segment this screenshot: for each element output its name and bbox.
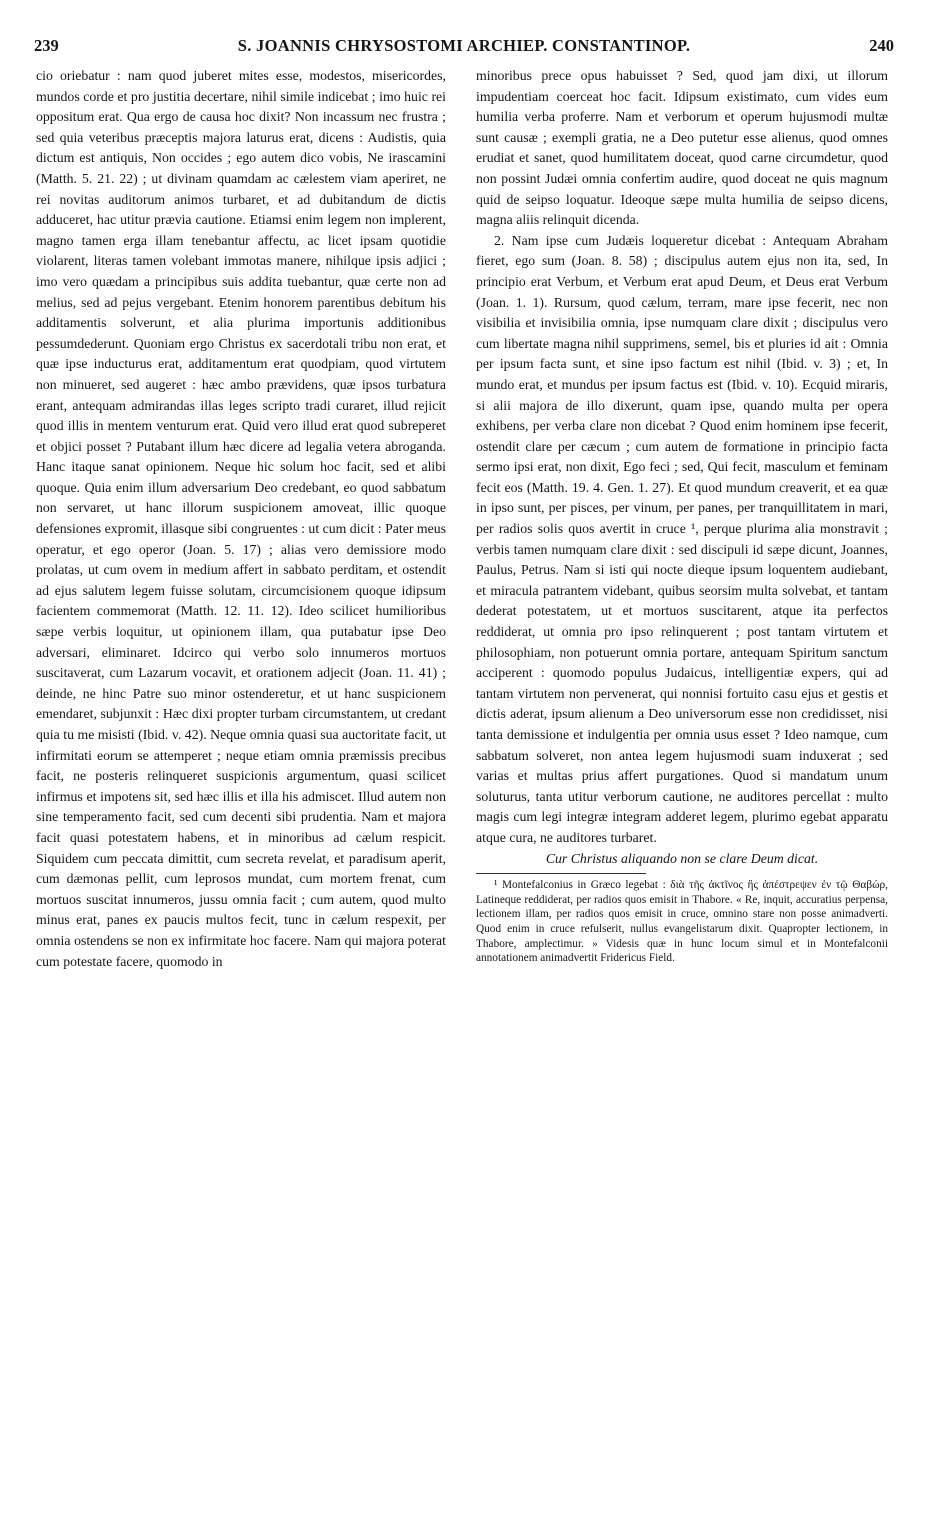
page-number-right: 240 [869, 36, 894, 55]
footnote-divider [476, 873, 646, 874]
left-column-paragraph: cio oriebatur : nam quod juberet mites esse, modestos, misericordes, mundos corde et pro justitia decertare, nihil simile indicebat ; imo huic rei oppositum erat. Qua ergo de causa hoc dixit? Non incassum nec frustra ; sed quia veteribus præceptis majora laturus erat, dicens : Audistis, quia dictum est antiquis, Non occides ; ego autem dico vobis, Ne irascamini (Matth. 5. 21. 22) ; ut divinam quamdam ac cælestem viam aperiret, ne rei novitas auditorum animos turbaret, et ad dubitandum de dictis adduceret, hac utitur prævia cautione. Etiamsi enim legem non implerent, magno tamen erga illam tenebantur affectu, ac licet ipsam quotidie violarent, literas tamen volebant immotas manere, nihilque ipsis adjici ; imo vero quædam a principibus suis addita tuebantur, quæ certe non ad melius, sed ad pejus vergebant. Etenim honorem parentibus debitum his additamentis solverunt, et alia plurima importunis additionibus pessumdederunt. Quoniam ergo Christus ex sacerdotali tribu non erat, et quæ ipse inducturus erat, additamentum erat quodpiam, quod virtutem non minueret, sed augeret : hæc ambo prævidens, quæ ipsos turbatura erant, antequam admirandas illas leges scripto tradi curaret, illud rejicit quod illis in mentem venturum erat. Quid vero illud erat quod subreperet et objici posset ? Putabant illum hæc dicere ad legalia vetera abroganda. Hanc itaque sanat opinionem. Neque hic solum hoc facit, sed et alibi quoque. Quia enim illum adversarium Deo credebant, eo quod sabbatum non servaret, ut hanc illorum suspicionem amoveat, illic quoque defensiones expromit, illasque sibi congruentes : ut cum dicit : Pater meus operatur, et ego operor (Joan. 5. 17) ; alias vero demissiore modo prolatas, ut cum ovem in medium affert in sabbato perditam, et ostendit ad ejus salutem legem fuisse solutam, circumcisionem quoque idipsum facientem commemorat (Matth. 12. 11. 12). Ideo scilicet humilioribus sæpe verbis loquitur, ut opinionem illam, qua putabatur ipse Deo adversari, eliminaret. Idcirco qui verbo solo innumeros mortuos suscitaverat, cum Lazarum vocavit, et orationem adjecit (Joan. 11. 41) ; deinde, ne hinc Patre suo minor ostenderetur, et ut hanc suspicionem emendaret, subjunxit : Hæc dixi propter turbam circumstantem, ut credant quia tu me misisti (Ibid. v. 42). Neque omnia quasi sua auctoritate facit, ut infirmitati eorum se attemperet ; neque etiam omnia præmissis precibus facit, ne posteris relinqueret suspicionis argumentum, quasi scilicet infirmus et impotens sit, sed hæc illis et illa his admiscet. Illud autem non sine temperamento facit, sed cum decenti sibi prudentia. Nam et majora facit quasi potestatem habens, et in minoribus ad cælum respicit. Siquidem cum peccata dimittit, cum secreta revelat, et paradisum aperit, cum dæmonas pellit, cum leprosos mundat, cum mortem frenat, cum mortuos suscitat innumeros, jussu omnia facit ; cum autem, quod multo minus erat, panes ex paucis multos fecit, tunc in cælum respexit, per omnia ostendens se non ex infirmitate hoc facere. Nam qui majora poterat cum potestate facere, quomodo in [36, 68, 446, 969]
right-column-paragraph-1: minoribus prece opus habuisset ? Sed, quod jam dixi, ut illorum impudentiam coerceat hoc facit. Idipsum existimato, cum vides eum humilia verba proferre. Nam et verborum et operum hujusmodi multæ sunt causæ ; exempli gratia, ne a Deo putetur esse alienus, quod omnes erudiat et sanet, quod humilitatem doceat, quod carne circumdetur, quod non possint Judæi omnia confertim audire, quod doceat ne quis magnum quid de seipso loquatur. Ideoque sæpe multa humilia de seipso dicens, magna aliis relinquit dicenda. [476, 68, 888, 228]
page-number-left: 239 [34, 36, 59, 55]
footnote: ¹ Montefalconius in Græco legebat : διὰ τῆς ἀκτῖνος ἣς ἀπέστρεψεν ἐν τῷ Θαβώρ, Latineque reddiderat, per radios quos emisit in Thabore. « Re, inquit, accuratius perpensa, lectionem illam, per radios quos emisit in cruce, omnino stare non posse animadverti. Quod enim in cruce refulserit, nullus evangelistarum dixit. Quapropter lectionem, in Thabore, amplectimur. » Videsis quæ in hunc locum simul et in Montefalconii annotationem animadvertit Fridericus Field. [476, 879, 888, 965]
page-header [34, 36, 894, 60]
left-column [36, 66, 446, 972]
section-heading: Cur Christus aliquando non se clare Deum dicat. [545, 850, 819, 866]
right-column [476, 66, 888, 966]
running-head: S. JOANNIS CHRYSOSTOMI ARCHIEP. CONSTANTINOP. [237, 36, 691, 55]
right-column-paragraph-2: 2. Nam ipse cum Judæis loqueretur dicebat : Antequam Abraham fieret, ego sum (Joan. 8. 58) ; discipulus autem ejus non ita, sed, In principio erat Verbum, et Verbum erat apud Deum, et Deus erat Verbum (Joan. 1. 1). Rursum, quod cælum, terram, mare ipse fecerit, nec non visibilia et invisibilia omnia, ipse numquam clare dixit ; discipulus vero cum libertate magna nihil supprimens, semel, bis et pluries id ait : Omnia per ipsum facta sunt, et sine ipso factum est nihil (Ibid. v. 3) ; et, In mundo erat, et mundus per ipsum factus est (Ibid. v. 10). Ecquid miraris, si alii majora de illo dixerunt, quam ipse, quando multa per opera exhibens, per verba clare non dicebat ? Quod enim hominem ipse fecerit, ostendit clare per cæcum ; cum autem de formatione in principio facta sermo ipsi erat, non dixit, Ego feci ; sed, Qui fecit, masculum et feminam fecit eos (Matth. 19. 4. Gen. 1. 27). Et quod mundum creaverit, et ea quæ in ipso sunt, per pisces, per vinum, per panes, per tranquillitatem in mari, per radios solis quos avertit in cruce ¹, perque plurima alia monstravit ; verbis tamen numquam clare dixit : sed discipuli id sæpe dicunt, Joannes, Paulus, Petrus. Nam si isti qui nocte dieque ipsum loquentem audiebant, et miracula patrantem videbant, quibus seorsim multa solvebat, et tantam dederat potestatem, ut et mortuos suscitarent, atque ita perfectos reddiderat, ut omnia pro ipso relinquerent ; post tantam virtutem et philosophiam, non potuerunt omnia portare, antequam Spiritum sanctum acciperent : quomodo populus Judaicus, intelligentiæ expers, qui ad tantam virtutem non pervenerat, qui nonnisi fortuito casu ejus et gestis et dictis aderat, ipsum alienum a Deo universorum esse non credidisset, nisi tanta demissione et indulgentia per omnia usus esset ? Ideo namque, cum sabbatum solveret, non antea legem hujusmodi suam induxerat ; sed varias et multas prius affert purgationes. Quod si mandatum unum soluturus, tanta utitur verborum cautione, ne auditores percellat : multo magis cum legi integræ integram adderet legem, plurimo egebat apparatu atque cura, ne auditores turbaret. [476, 232, 888, 845]
